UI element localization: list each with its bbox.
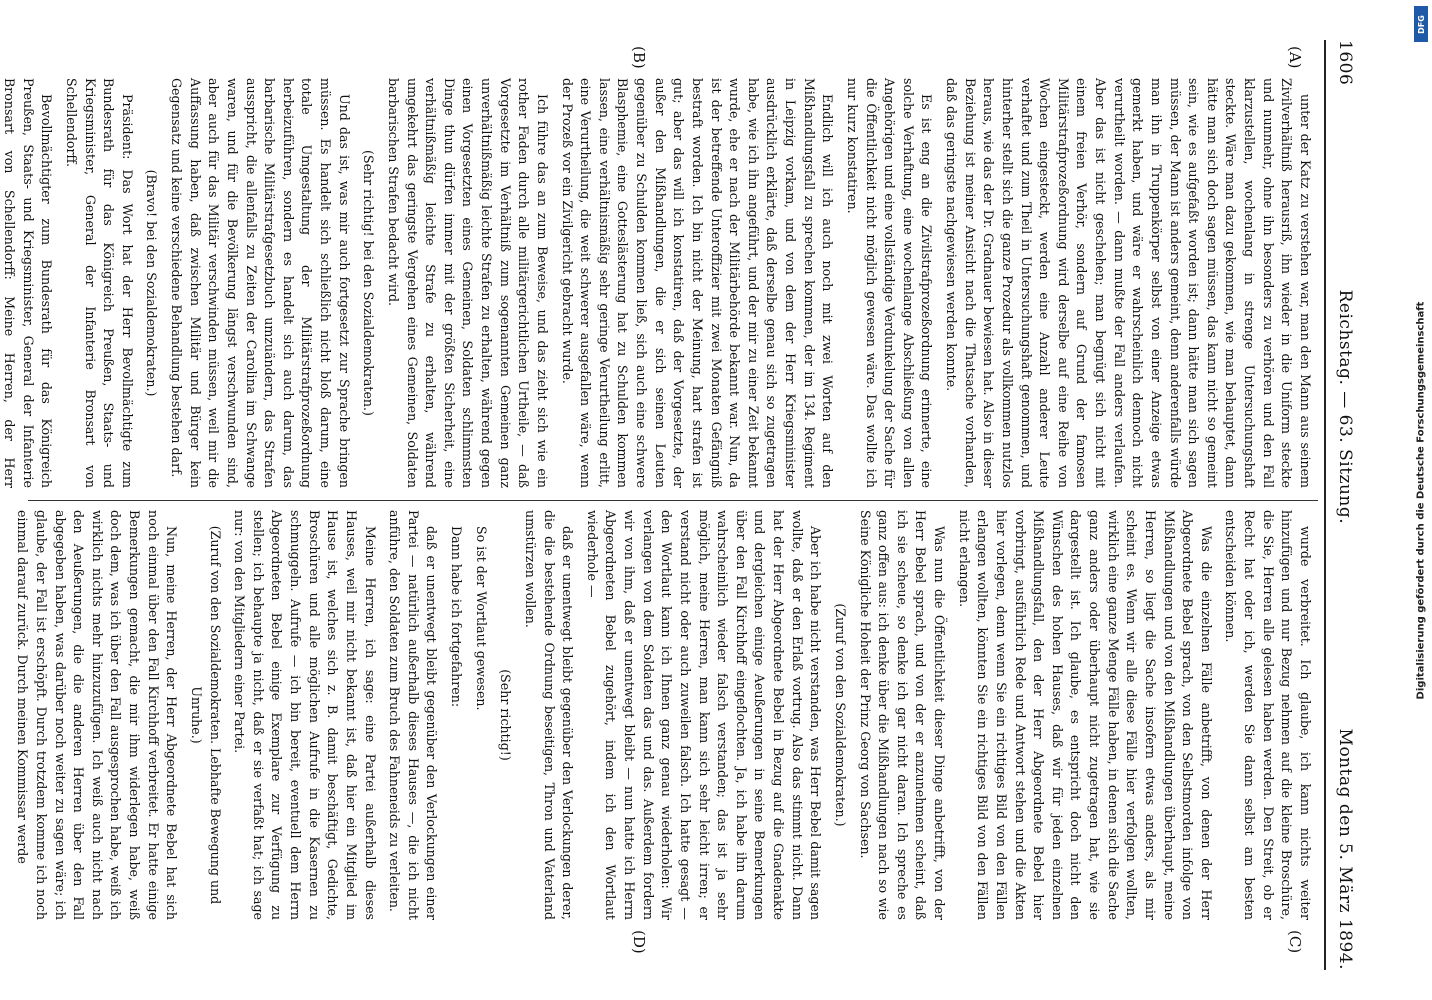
interjection: (Sehr richtig!) [498, 669, 514, 761]
interjection: (Bravo! bei den Sozialdemokraten.) [144, 169, 160, 397]
margin-mark-a: (A) [1286, 46, 1304, 69]
dfg-logo [1414, 6, 1428, 42]
paragraph: Aber ich habe nicht verstanden, was Herr Bebel damit sagen wollte, daß er den Erlaß vortrug. Also das stimmt nicht. Dann hat der Herr Abgeordnete Bebel in Bezug auf die Gnadenakte und dergleichen einige Aeußerungen in seine Bemerkungen über den Fall Kirchhoff eingeflochten. Ja, ich habe ihn darum wahrscheinlich wieder falsch verstanden; das ist ja sehr möglich, meine Herren, man kann sich sehr leicht irren; er verstand nicht oder auch zuweilen falsch. Ich hatte gesagt — den Wortlaut kann ich Ihnen ganz genau wiederholen: Wir verlangen von dem Soldaten das und das. Außerdem fordern wir von ihm, daß er unentwegt bleibt — nun hatte ich Herrn Abgeordneten Bebel zugehört, indem ich den Wortlaut wiederhole — [584, 510, 824, 920]
paragraph: Was die einzelnen Fälle anbetrifft, von denen der Herr Abgeordnete Bebel sprach, von den Selbstmorden infolge von Mißhandlungen und von den Mißhandlungen überhaupt, meine Herren, so liegt die Sache insofern etwas anders, als mir scheint es. Wenn wir alle diese Fälle hier verfolgen wollten, wirklich eine ganze Menge Fälle haben, in denen sich die Sache ganz anders oder überhaupt nicht zugetragen hat, wie sie dargestellt ist. Ich glaube, es entspricht doch nicht den Wünschen des hohen Hauses, daß wir für jeden einzelnen Mißhandlungsfall, den der Herr Abgeordnete Bebel hier vorbringt, ausführlich Rede und Antwort stehen und die Akten hier vorlegen, denn wenn Sie ein richtiges Bild von den Fällen erlangen wollten, könnten Sie ein richtiges Bild von den Fällen nicht erlangen. [956, 510, 1214, 920]
interjection: (Sehr richtig! bei den Sozialdemokraten.) [361, 150, 377, 416]
header-rule [1324, 40, 1326, 970]
quotation: daß er unentwegt bleibt gegenüber den Verlockungen einer Partei — natürlich außerhalb dieses Hauses —, die ich nicht anführe, den Soldaten zum Bruch des Fahneneids zu verleiten. [387, 510, 440, 920]
speaker-paragraph: Bevollmächtigter zum Bundesrath für das Königreich Preußen, Staats- und Kriegsminister, General der Infanterie Bronsart von Schellendorff: Meine Herren, der Herr [2, 78, 55, 488]
column-divider [28, 500, 1318, 501]
left-column [2, 78, 1314, 488]
paragraph: So ist der Wortlaut gewesen. [473, 526, 489, 711]
credit-text: Digitalisierung gefördert durch die Deutsche Forschungsgemeinschaft [1415, 301, 1426, 699]
paragraph: Ich führe das an zum Beweise, und das zieht sich wie ein rother Faden durch alle militärgerichtlichen Urtheile, — daß Vorgesetzte im Verhältniß zum sogenannten Gemeinen ganz unverhältnißmäßig leichte Strafen zu erhalten, während gegen einen Vorgesetzten eines Gemeinen, Soldaten schlimmsten Dinge thun dürfen immer mit der größten Sicherheit, eine verhältnißmäßig leichte Strafe zu erhalten, während umgekehrt das geringste Vergehen eines Gemeinen, Soldaten barbarischen Strafen bedacht wird. [386, 78, 550, 488]
speaker-paragraph: Präsident: Das Wort hat der Herr Bevollmächtigte zum Bundesrath für das Königreich Preußen, Staats- und Kriegsminister, General der Infanterie Bronsart von Schellendorff. [64, 78, 135, 488]
interjection: (Zuruf von den Sozialdemokraten. Lebhafte Bewegung und Unruhe.) [189, 525, 223, 905]
paragraph: Es ist eng an die Zivilstrafprozeßordnung erinnerte, eine solche Verhaftung, eine wochenlange Abschließung von allen Angehörigen und eine vollständige Verdunkelung der Sache für die Öffentlichkeit nicht möglich gewesen wäre. Das wollte ich nur kurz konstatiren. [845, 78, 935, 488]
margin-mark-c: (C) [1286, 930, 1304, 954]
paragraph: Endlich will ich auch noch mit zwei Worten auf den Mißhandlungsfall zu sprechen kommen, der im 134. Regiment in Leipzig vorkam, und von dem der Herr Kriegsminister ausdrücklich erklärte, daß derselbe genau sich so zugetragen habe, wie ich ihn angeführt, und der mir zu einer Zeit bekannt wurde, ehe er nach der Militärbehörde bekannt war. Nun, da ist der betreffende Unteroffizier mit zwei Monaten Gefängniß bestraft worden. Ich bin nicht der Meinung, hart strafen ist gut; aber das will ich konstatiren, daß der Vorgesetzte, der außer den Mißhandlungen, die er sich seinen Leuten gegenüber zu Schulden kommen ließ, sich auch eine schwere Blasphemie, eine Gotteslästerung hat zu Schulden kommen lassen, eine verhältnismäßig sehr geringe Verurtheilung erlitt, eine Verurtheilung, die weit schwerer ausgefallen wäre, wenn der Prozeß vor ein Zivilgericht gebracht wurde. [559, 78, 836, 488]
interjection: (Zuruf von den Sozialdemokraten.) [833, 603, 848, 827]
dfg-logo-text: DFG [1416, 14, 1426, 34]
page-number: 1606 [1335, 40, 1355, 86]
paragraph: Meine Herren, ich sage: eine Partei außerhalb dieses Hauses, weil mir nicht bekannt ist, daß hier ein Mitglied im Hause ist, welches sich z. B. damit beschäftigt, Gedichte, Broschüren und alle möglichen Aufrufe in die Kasernen zu schmuggeln. Aufrufe — ich bin bereit, eventuell dem Herrn Abgeordneten Bebel einige Exemplare zur Verfügung zu stellen; ich behaupte ja nicht, daß er sie verfaßt hat; ich sage nur: von den Mitgliedern einer Partei. [232, 510, 378, 920]
session-date: Montag den 5. März 1894. [1335, 728, 1355, 970]
page-header [1330, 40, 1360, 970]
paragraph: wurde verbreitet. Ich glaube, ich kann nichts weiter hinzufügen und nur Bezug nehmen auf die kleine Broschüre, die Sie, Herren alle gelesen haben werden. Den Streit, ob er Recht hat oder ich, werden Sie dann selbst am besten entscheiden können. [1223, 510, 1313, 920]
session-title: Reichstag. — 63. Sitzung. [1335, 289, 1355, 525]
paragraph: Und das ist, was mir auch fortgesetzt zur Sprache bringen müssen. Es handelt sich schließlich nicht bloß darum, eine totale Umgestaltung der Militärstrafprozeßordnung herbeizuführen, sondern es handelt sich auch darum, das barbarische Militärstrafgesetzbuch umzuändern, das Strafen ausspricht, die allenfalls zu Zeiten der Carolina im Schwange waren, und für die Bevölkerung längst verschwunden sind, aber auch für das Militär verschwinden müssen, weil mir die Auffassung haben, daß zwischen Militär und Bürger kein Gegensatz und keine verschiedene Behandlung bestehen darf. [169, 78, 352, 488]
paragraph: Dann habe ich fortgefahren: [449, 526, 465, 708]
quotation: daß er unentwegt bleibt gegenüber den Verlockungen derer, die die bestehende Ordnung beseitigen, Thron und Vaterland umstürzen wollen. [523, 510, 576, 920]
margin-mark-d: (D) [630, 930, 648, 954]
margin-mark-b: (B) [630, 46, 648, 69]
paragraph: Nun, meine Herren, der Herr Abgeordnete Bebel hat sich noch einmal über den Fall Kirchhoff verbreitet. Er hatte einige Bemerkungen gemacht, die mir ihm widerlegen habe, weiß doch dem, was ich über den Fall ausgesprochen habe, weiß ich wirklich nichts mehr hinzuzufügen. Ich weiß auch nicht nach den Aeußerungen, die die anderen Herren über den Fall abgegeben haben, was darüber noch weiter zu sagen wäre; ich glaube, der Fall ist erschöpft. Durch trotzdem komme ich noch einmal darauf zurück. Durch meinen Kommissar werde [15, 510, 180, 920]
right-column [15, 510, 1314, 920]
digitization-credit [1409, 0, 1432, 1000]
paragraph: Was nun die Öffentlichkeit dieser Dinge anbetrifft, von der Herr Bebel sprach, und von der er anzunehmen scheint, daß ich sie scheue, so denke ich gar nicht daran. Ich spreche es ganz offen aus: ich denke über die Mißhandlungen nach so wie Seine Königliche Hoheit der Prinz Georg von Sachsen. [857, 510, 948, 920]
paragraph: unter der Katz zu verstehen war, man den Mann aus seinem Zivilverhältniß herausriß, ihn wieder in die Uniform steckte und nunmehr, ohne ihn besonders zu verhören und den Fall klarzustellen, wochenlang in strenge Untersuchungshaft steckte. Wäre man dazu gekommen, wie man behauptet, dann hätte man sich doch sagen müssen, das kann nicht so gemeint sein, wie es aufgefaßt worden ist; dann hätte man sich sagen müssen, der Mann ist anders gemeint, denn anderenfalls würde man ihn in Truppenkörper selbst von einer Anzeige etwas gemerkt haben, und wäre er wahrscheinlich dennoch nicht verurtheilt worden. — dann mußte der Fall anders verlaufen. Aber das ist nicht geschehen; man begnügt sich nicht mit einem freien Verhör, sondern auf Grund der famosen Militärstrafprozeßordnung wird derselbe auf eine Reihe von Wochen eingesteckt, werden eine Anzahl anderer Leute verhaftet und zum Theil in Untersuchungshaft genommen, und hinterher stellt sich die ganze Prozedur als vollkommen nutzlos heraus, wie das der Dr. Gradnauer bewiesen hat. Also in dieser Beziehung ist meiner Ansicht nach die Thatsache vorhanden, daß das geringste nachgewiesen werden konnte. [944, 78, 1313, 488]
